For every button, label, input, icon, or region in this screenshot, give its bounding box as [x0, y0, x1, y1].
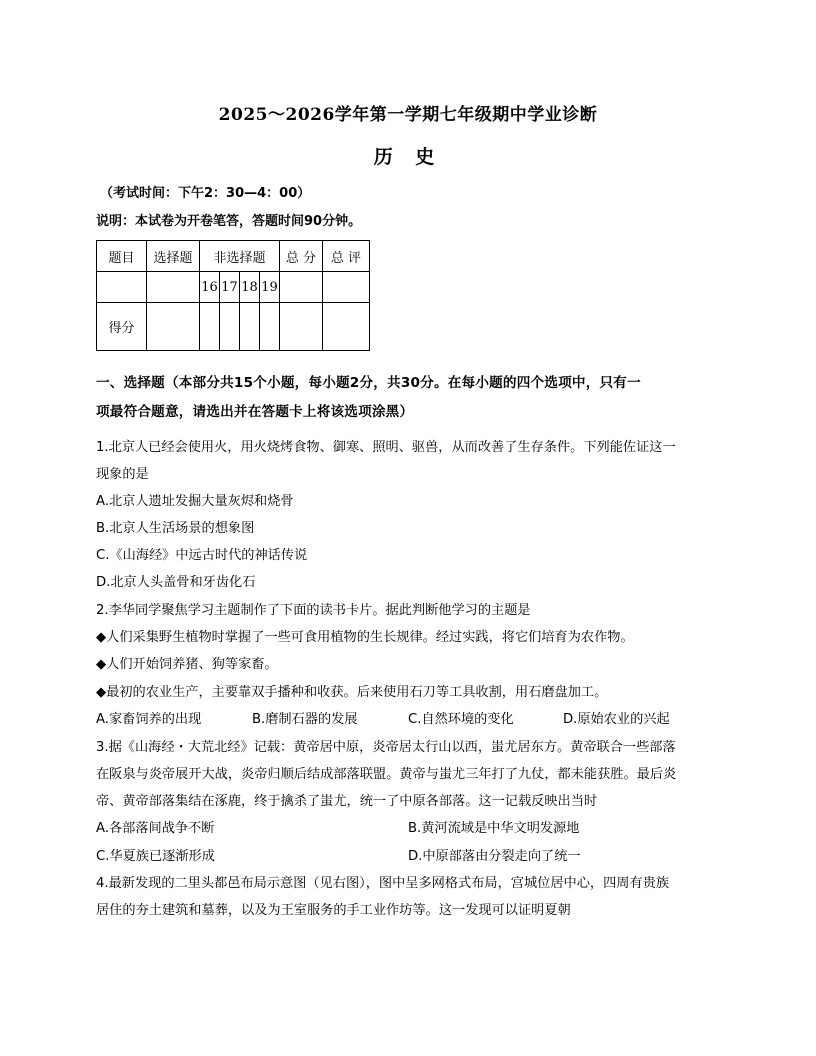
q4-stem-line1: 4.最新发现的二里头都邑布局示意图（见右图），图中呈多网格式布局，宫城位居中心，四周有贵族 — [96, 876, 670, 891]
score-table-score-row — [97, 303, 370, 351]
q2-option-c: C.自然环境的变化 — [408, 712, 514, 727]
score-cell-topic: 题目 — [97, 241, 147, 272]
q3-stem-line3: 帝、黄帝部落集结在涿鹿，终于擒杀了蚩尤，统一了中原各部落。这一记载反映出当时 — [96, 794, 598, 809]
score-table-header-row — [97, 241, 370, 272]
score-cell-overall: 总 评 — [323, 241, 370, 272]
score-cell-q17: 17 — [220, 272, 240, 303]
q3-stem-line2: 在阪泉与炎帝展开大战，炎帝归顺后结成部落联盟。黄帝与蚩尤三年打了九仗，都未能获胜。最后炎 — [96, 767, 677, 782]
score-cell-total: 总 分 — [280, 241, 323, 272]
q2-card-2: ◆人们开始饲养猪、狗等家畜。 — [96, 657, 278, 672]
q1-stem-line1: 1.北京人已经会使用火，用火烧烤食物、御寒、照明、驱兽，从而改善了生存条件。下列能佐证这一 — [96, 440, 676, 455]
q3-option-a: A.各部落间战争不断 — [96, 821, 215, 836]
score-cell-q18: 18 — [240, 272, 260, 303]
q2-card-1: ◆人们采集野生植物时掌握了一些可食用植物的生长规律。经过实践，将它们培育为农作物。 — [96, 630, 634, 645]
score-entry-choice[interactable] — [147, 303, 200, 351]
q2-option-d: D.原始农业的兴起 — [563, 712, 670, 727]
score-entry-q17[interactable] — [220, 303, 240, 351]
q3-option-d: D.中原部落由分裂走向了统一 — [408, 849, 581, 864]
score-cell-choice: 选择题 — [147, 241, 200, 272]
score-cell-score-label: 得分 — [97, 303, 147, 351]
score-cell-empty — [97, 272, 147, 303]
score-cell-empty — [323, 272, 370, 303]
score-table-number-row — [97, 272, 370, 303]
q2-option-b: B.磨制石器的发展 — [252, 712, 358, 727]
q3-option-c: C.华夏族已逐渐形成 — [96, 849, 215, 864]
exam-title: 2025～2026学年第一学期七年级期中学业诊断 — [218, 105, 598, 125]
exam-note: 说明：本试卷为开卷笔答，答题时间90分钟。 — [96, 214, 362, 229]
q1-stem-line2: 现象的是 — [96, 467, 149, 482]
score-entry-q19[interactable] — [260, 303, 280, 351]
section1-heading-line1: 一、选择题（本部分共15个小题，每小题2分，共30分。在每小题的四个选项中，只有一 — [96, 375, 641, 391]
score-cell-empty — [280, 272, 323, 303]
score-entry-q16[interactable] — [200, 303, 220, 351]
score-cell-nonchoice: 非选择题 — [200, 241, 280, 272]
exam-time: （考试时间：下午2：30—4：00） — [100, 186, 311, 201]
q4-stem-line2: 居住的夯土建筑和墓葬，以及为王室服务的手工业作坊等。这一发现可以证明夏朝 — [96, 903, 571, 918]
score-cell-empty — [147, 272, 200, 303]
section1-heading-line2: 项最符合题意，请选出并在答题卡上将该选项涂黑） — [96, 404, 414, 420]
score-table — [96, 240, 370, 351]
exam-subject: 历 史 — [373, 146, 443, 168]
q2-stem: 2.李华同学聚焦学习主题制作了下面的读书卡片。据此判断他学习的主题是 — [96, 603, 531, 618]
score-cell-q16: 16 — [200, 272, 220, 303]
q1-option-b: B.北京人生活场景的想象图 — [96, 521, 255, 536]
q3-option-b: B.黄河流域是中华文明发源地 — [408, 821, 580, 836]
q1-option-a: A.北京人遗址发掘大量灰烬和烧骨 — [96, 494, 294, 509]
score-cell-q19: 19 — [260, 272, 280, 303]
q2-card-3: ◆最初的农业生产，主要靠双手播种和收获。后来使用石刀等工具收割，用石磨盘加工。 — [96, 685, 608, 700]
q1-option-c: C.《山海经》中远古时代的神话传说 — [96, 548, 308, 563]
score-entry-q18[interactable] — [240, 303, 260, 351]
q2-option-a: A.家畜饲养的出现 — [96, 712, 202, 727]
score-entry-total[interactable] — [280, 303, 323, 351]
q3-stem-line1: 3.据《山海经・大荒北经》记载：黄帝居中原，炎帝居太行山以西，蚩尤居东方。黄帝联合一些部落 — [96, 740, 676, 755]
q1-option-d: D.北京人头盖骨和牙齿化石 — [96, 575, 256, 590]
score-entry-overall[interactable] — [323, 303, 370, 351]
